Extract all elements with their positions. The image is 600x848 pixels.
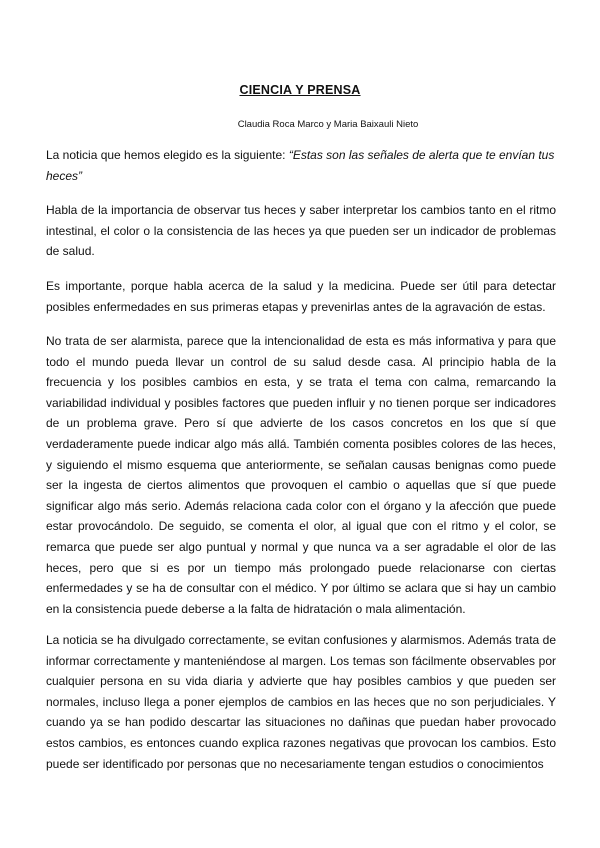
intro-text: La noticia que hemos elegido es la siguiente: — [46, 148, 289, 162]
body-paragraph: Es importante, porque habla acerca de la salud y la medicina. Puede ser útil para detectar posibles enfermedades en sus primeras etapas y prevenirlas antes de la agravación de estas. — [46, 279, 556, 314]
intro-paragraph — [46, 145, 556, 186]
document-authors: Claudia Roca Marco y Maria Baixauli Nieto — [237, 119, 419, 130]
body-paragraph: No trata de ser alarmista, parece que la intencionalidad de esta es más informativa y para que todo el mundo pueda llevar un control de su salud desde casa. Al principio habla de la frecuencia y los posibles cambios en esta, y se trata el tema con calma, remarcando la variabilidad individual y posibles factores que pueden influir y no tienen porque ser indicadores de un problema grave. Pero sí que advierte de los casos concretos en los que sí que verdaderamente puede indicar algo más allá. También comenta posibles colores de las heces, y siguiendo el mismo esquema que anteriormente, se señalan causas benignas como puede ser la ingesta de ciertos alimentos que provoquen el cambio o aquellas que sí que puede significar algo más serio. Además relaciona cada color con el órgano y la afección que puede estar provocándolo. De seguido, se comenta el olor, al igual que con el ritmo y el color, se remarca que puede ser algo puntual y normal y que nunca va a ser agradable el olor de las heces, pero que si es por un tiempo más prolongado puede relacionarse con ciertas enfermedades y se ha de consultar con el médico. Y por último se aclara que si hay un cambio en la consistencia puede deberse a la falta de hidratación o mala alimentación. — [46, 334, 556, 616]
document-title: CIENCIA Y PRENSA — [239, 83, 361, 97]
body-paragraph: La noticia se ha divulgado correctamente, se evitan confusiones y alarmismos. Además trata de informar correctamente y manteniéndose al margen. Los temas son fácilmente observables por cualquier persona en su vida diaria y advierte que hay posibles cambios y que pueden ser normales, incluso llega a poner ejemplos de cambios en las heces que no son perjudiciales. Y cuando ya se han podido descartar las situaciones no dañinas que puedan haber provocado estos cambios, es entonces cuando explica razones negativas que provocan los cambios. Esto puede ser identificado por personas que no necesariamente tengan estudios o conocimientos — [46, 633, 556, 771]
body-paragraph: Habla de la importancia de observar tus heces y saber interpretar los cambios tanto en el ritmo intestinal, el color o la consistencia de las heces ya que pueden ser un indicador de problemas de salud. — [46, 203, 556, 259]
news-headline-quote: “Estas son las señales de alerta que te envían tus heces” — [46, 148, 555, 183]
